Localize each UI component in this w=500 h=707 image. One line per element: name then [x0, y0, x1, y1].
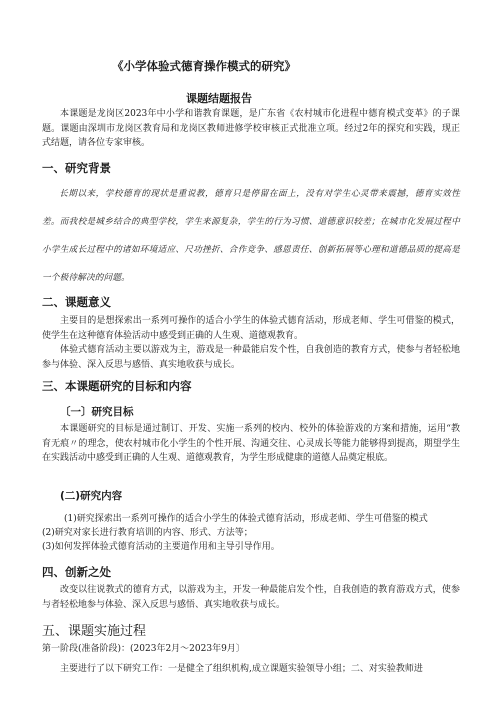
list-item: (3)如何发挥体验式德育活动的主要道作用和主导引导作用。	[42, 542, 280, 552]
section-innovation-body	[42, 583, 460, 612]
section-significance	[42, 294, 460, 310]
document-subtitle: 课题结题报告	[186, 92, 252, 105]
content-list	[42, 512, 460, 554]
subsection-content	[60, 488, 478, 503]
innovation-paragraph: 改变以往说教式的德育方式，以游戏为主，开发一种最能启发个性，自我创造的教育游戏方式，使参与者轻松地参与体验、深入反思与感悟、真实地收获与成长。	[42, 585, 460, 610]
implementation-stage	[42, 642, 460, 657]
intro-paragraph: 本课题是龙岗区2023年中小学和谐教育课题，是广东省《农村城市化进程中德育模式变革》的子课题。课题由深圳市龙岗区教育局和龙岗区教师进修学校审核正式批准立项。经过2年的探究和实践，现正式结题，请各位专家审核。	[42, 109, 460, 148]
implementation-paragraph: 主要进行了以下研究工作：一是健全了组织机构,成立课题实验领导小组；二、对实验教师进	[60, 664, 423, 674]
section-significance-body	[42, 314, 460, 372]
section-heading: 五、课题实施过程	[42, 624, 147, 639]
list-item: (1)研究探索出一系列可操作的适合小学生的体验式德育活动，形成老师、学生可借鉴的模式	[64, 514, 428, 524]
significance-paragraph-1: 主要目的是想探索出一系列可操作的适合小学生的体验式德育活动，形成老师、学生可借鉴的模式，使学生在这种德育体验活动中感受到正确的人生观、道德观教育。	[42, 316, 460, 341]
intro-block	[42, 107, 460, 151]
section-heading: 四、创新之处	[42, 565, 111, 579]
document-title: 《小学体验式德育操作模式的研究》	[112, 59, 296, 73]
goal-paragraph: 本课题研究的目标是通过制订、开发、实施一系列的校内、校外的体验游戏的方案和措施，运用“教育无痕〃的理念，使农村城市化小学生的个性开展、沟通交往、心灵成长等能力能够得到提高，期望学生在实践活动中感受到正确的人生观、道德观教育，为学生形成健康的道德人品奠定根底。	[42, 424, 460, 463]
subsection-heading: (二)研究内容	[60, 490, 123, 502]
background-paragraph: 长期以来，学校德育的现状是重说教，德育只是停留在面上，没有对学生心灵带来震撼，德育实效性差。而我校是城乡结合的典型学校，学生来源复杂，学生的行为习惯、道德意识较差；在城市化发展过程中小学生成长过程中的诸如环境适应、尺功挫折、合作竞争、感恩责任、创新拓展等心理和道德品质的提高是一个极待解决的问题。	[42, 189, 460, 283]
section-background-body	[42, 180, 460, 292]
list-item: (2)研究对家长进行教育培训的内容、形式、方法等；	[42, 528, 253, 538]
significance-paragraph-2: 体验式德育活动主要以游戏为主，游戏是一种最能启发个性，自我创造的教育方式，使参与者轻松地参与体验、深入反思与感悟、真实地收获与成长。	[42, 345, 460, 370]
section-implementation	[42, 620, 460, 639]
subsection-goal-body	[42, 422, 460, 466]
section-heading: 二、课题意义	[42, 295, 111, 309]
section-heading: 一、研究背景	[42, 161, 111, 175]
implementation-body	[42, 662, 460, 677]
section-innovation	[42, 564, 460, 580]
stage-line: 第一阶段(准备阶段)：(2023年2月～2023年9月〕	[42, 644, 245, 654]
section-goals	[42, 378, 460, 394]
subsection-heading: 〔一〕研究目标	[60, 406, 134, 418]
section-heading: 三、本课题研究的目标和内容	[42, 379, 192, 393]
section-background	[42, 160, 460, 176]
subsection-goal	[60, 404, 478, 419]
